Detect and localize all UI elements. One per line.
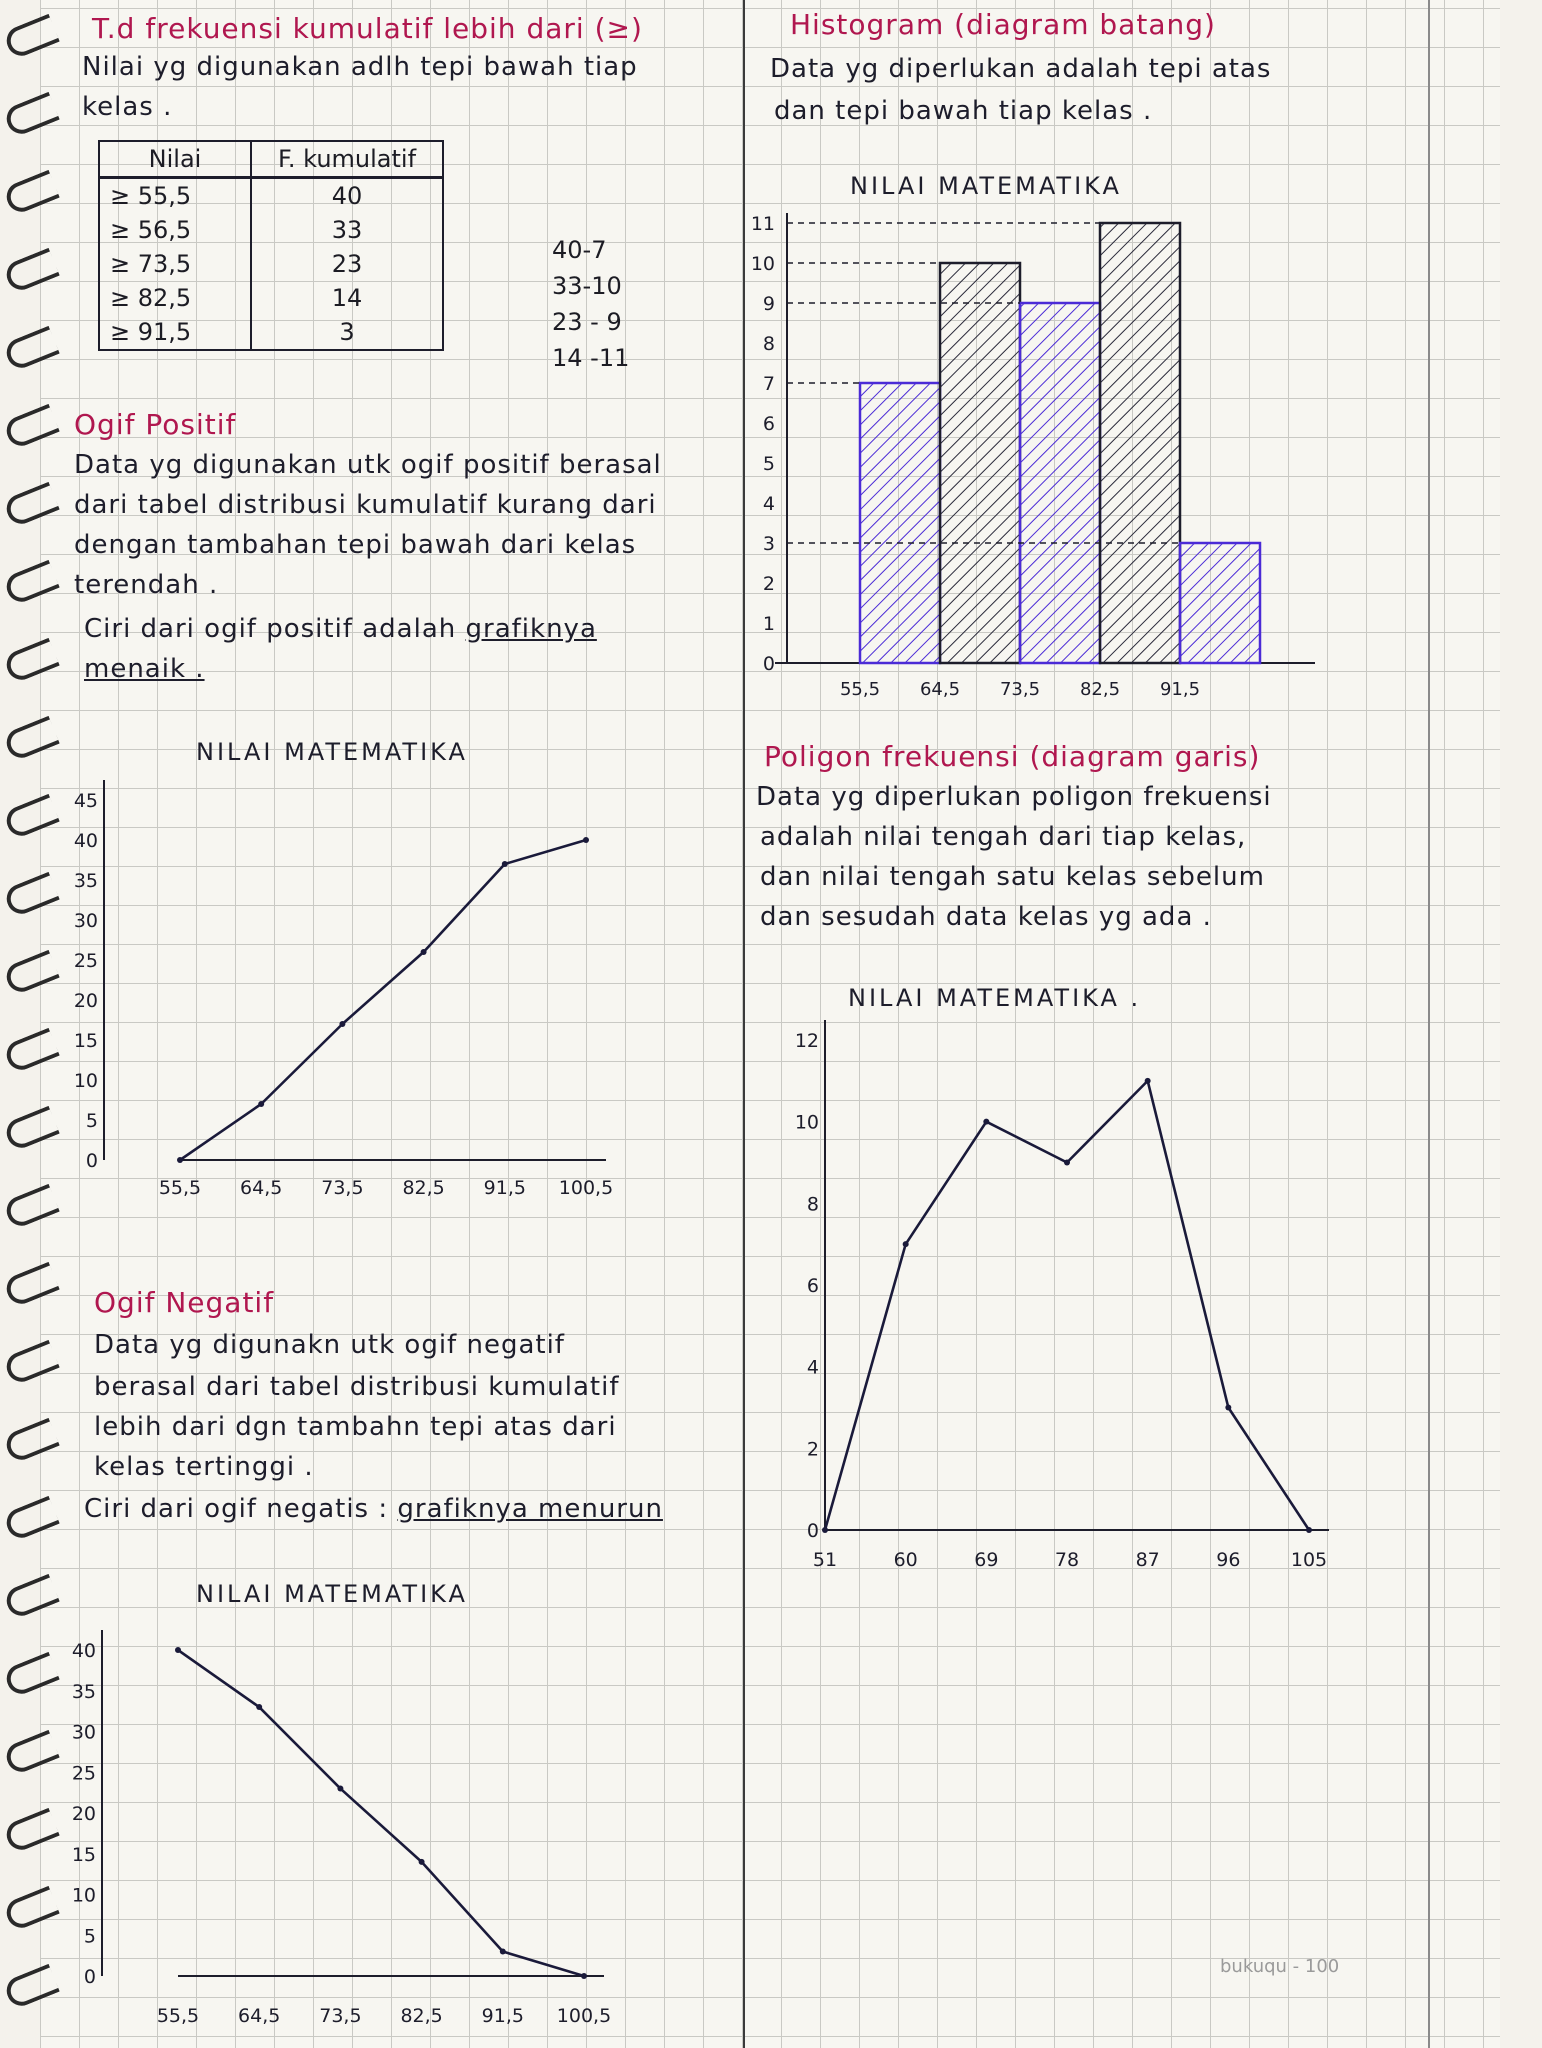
data-point bbox=[983, 1119, 989, 1125]
data-point bbox=[339, 1021, 345, 1027]
y-tick-label: 0 bbox=[806, 1520, 819, 1542]
histogram-chart-title: NILAI MATEMATIKA bbox=[850, 172, 1122, 200]
x-tick-label: 91,5 bbox=[1159, 679, 1201, 700]
y-tick-label: 40 bbox=[73, 830, 98, 852]
table-cell: ≥ 55,5 bbox=[99, 178, 251, 214]
y-tick-label: 6 bbox=[762, 413, 775, 435]
table-cell: ≥ 73,5 bbox=[99, 247, 251, 281]
ogif-positif-line-3: dengan tambahan tepi bawah dari kelas bbox=[74, 530, 637, 560]
x-tick-label: 64,5 bbox=[240, 1177, 283, 1199]
histogram-bar bbox=[1180, 543, 1260, 663]
x-tick-label: 82,5 bbox=[1079, 679, 1121, 700]
spiral-ring bbox=[2, 560, 60, 607]
poligon-line-1: Data yg diperlukan poligon frekuensi bbox=[756, 782, 1272, 812]
x-tick-label: 55,5 bbox=[839, 679, 881, 700]
ogif-negatif-chart-title: NILAI MATEMATIKA bbox=[196, 1580, 468, 1608]
table-cell: 40 bbox=[251, 178, 443, 214]
y-tick-label: 7 bbox=[762, 373, 775, 395]
y-tick-label: 4 bbox=[806, 1356, 819, 1379]
table-cell: 14 bbox=[251, 281, 443, 315]
ciri-text: Ciri dari ogif negatis : bbox=[84, 1494, 398, 1524]
y-tick-label: 1 bbox=[762, 613, 775, 635]
y-tick-label: 25 bbox=[73, 950, 98, 972]
y-tick-label: 15 bbox=[73, 1030, 98, 1052]
x-tick-label: 69 bbox=[974, 1549, 999, 1571]
table-cell: 23 bbox=[251, 247, 443, 281]
x-tick-label: 73,5 bbox=[319, 2005, 362, 2027]
ogif-negatif-heading: Ogif Negatif bbox=[94, 1286, 275, 1319]
y-tick-label: 5 bbox=[83, 1925, 96, 1948]
y-tick-label: 35 bbox=[71, 1680, 96, 1703]
series-line bbox=[178, 1650, 584, 1976]
spiral-ring bbox=[2, 14, 60, 61]
ogif-negatif-chart bbox=[0, 1600, 740, 2040]
spiral-ring bbox=[2, 248, 60, 295]
x-tick-label: 60 bbox=[893, 1549, 918, 1571]
table-cell: ≥ 56,5 bbox=[99, 213, 251, 247]
y-tick-label: 10 bbox=[73, 1070, 98, 1092]
y-tick-label: 30 bbox=[73, 910, 98, 932]
ogif-negatif-ciri bbox=[84, 1494, 663, 1524]
data-point bbox=[583, 837, 589, 843]
y-tick-label: 45 bbox=[73, 790, 98, 812]
y-tick-label: 2 bbox=[806, 1438, 819, 1461]
ogif-positif-chart bbox=[0, 760, 740, 1220]
histogram-line-2: dan tepi bawah tiap kelas . bbox=[774, 96, 1153, 126]
table-row bbox=[99, 247, 443, 281]
x-tick-label: 73,5 bbox=[321, 1177, 364, 1199]
y-tick-label: 25 bbox=[71, 1762, 96, 1785]
spiral-ring bbox=[2, 716, 60, 763]
data-point bbox=[903, 1241, 909, 1247]
y-tick-label: 0 bbox=[85, 1150, 98, 1172]
y-tick-label: 10 bbox=[794, 1111, 819, 1134]
histogram-bar bbox=[1020, 303, 1100, 663]
ogif-positif-ciri-line-2: menaik . bbox=[84, 654, 205, 684]
x-tick-label: 100,5 bbox=[558, 1177, 614, 1199]
spiral-ring bbox=[2, 1262, 60, 1309]
data-point bbox=[581, 1973, 587, 1979]
x-tick-label: 91,5 bbox=[483, 1177, 526, 1199]
table-header-row bbox=[99, 141, 443, 178]
y-tick-label: 11 bbox=[750, 213, 775, 235]
y-tick-label: 30 bbox=[71, 1721, 96, 1744]
poligon-chart-title: NILAI MATEMATIKA . bbox=[848, 984, 1142, 1012]
ogif-positif-heading: Ogif Positif bbox=[74, 408, 237, 441]
y-tick-label: 5 bbox=[762, 453, 775, 475]
spiral-ring bbox=[2, 1340, 60, 1387]
poligon-line-2: adalah nilai tengah dari tiap kelas, bbox=[760, 822, 1247, 852]
y-tick-label: 2 bbox=[762, 573, 775, 595]
data-point bbox=[1145, 1078, 1151, 1084]
series-line bbox=[180, 840, 586, 1160]
series-line bbox=[825, 1081, 1309, 1530]
y-tick-label: 3 bbox=[762, 533, 775, 555]
histogram-bar bbox=[860, 383, 940, 663]
poligon-line-4: dan sesudah data kelas yg ada . bbox=[760, 902, 1212, 932]
page-edge-line bbox=[1428, 0, 1430, 2048]
y-tick-label: 9 bbox=[762, 293, 775, 315]
data-point bbox=[822, 1527, 828, 1533]
ogif-negatif-line-4: kelas tertinggi . bbox=[94, 1452, 314, 1482]
data-point bbox=[256, 1704, 262, 1710]
histogram-chart bbox=[745, 200, 1425, 700]
y-tick-label: 12 bbox=[794, 1030, 819, 1052]
spiral-ring bbox=[2, 404, 60, 451]
table-row bbox=[99, 315, 443, 350]
spiral-ring bbox=[2, 92, 60, 139]
x-tick-label: 64,5 bbox=[919, 679, 961, 700]
x-tick-label: 55,5 bbox=[158, 1177, 202, 1199]
histogram-bar bbox=[940, 263, 1020, 663]
histogram-line-1: Data yg diperlukan adalah tepi atas bbox=[770, 54, 1272, 84]
x-tick-label: 55,5 bbox=[156, 2005, 200, 2027]
x-tick-label: 64,5 bbox=[238, 2005, 281, 2027]
data-point bbox=[175, 1647, 181, 1653]
ogif-negatif-line-1: Data yg digunakn utk ogif negatif bbox=[94, 1330, 565, 1360]
y-tick-label: 35 bbox=[73, 870, 98, 892]
ogif-negatif-line-3: lebih dari dgn tambahn tepi atas dari bbox=[94, 1412, 617, 1442]
y-tick-label: 40 bbox=[71, 1640, 96, 1662]
histogram-bar bbox=[1100, 223, 1180, 663]
poligon-chart bbox=[745, 1010, 1425, 1590]
calc-line: 14 -11 bbox=[552, 344, 630, 372]
spiral-ring bbox=[2, 170, 60, 217]
poligon-heading: Poligon frekuensi (diagram garis) bbox=[764, 740, 1261, 773]
y-tick-label: 4 bbox=[762, 493, 775, 515]
x-tick-label: 87 bbox=[1135, 1549, 1160, 1571]
ciri-emphasis: grafiknya bbox=[465, 614, 597, 644]
calc-line: 23 - 9 bbox=[552, 308, 622, 336]
y-tick-label: 15 bbox=[71, 1843, 96, 1866]
spiral-ring bbox=[2, 482, 60, 529]
y-tick-label: 0 bbox=[762, 653, 775, 675]
data-point bbox=[421, 949, 427, 955]
table-row bbox=[99, 281, 443, 315]
data-point bbox=[1064, 1160, 1070, 1166]
table-header-nilai: Nilai bbox=[99, 141, 251, 178]
ogif-negatif-line-2: berasal dari tabel distribusi kumulatif bbox=[94, 1372, 620, 1402]
x-tick-label: 91,5 bbox=[481, 2005, 524, 2027]
y-tick-label: 8 bbox=[762, 333, 775, 355]
data-point bbox=[177, 1157, 183, 1163]
ogif-positif-line-2: dari tabel distribusi kumulatif kurang dari bbox=[74, 490, 657, 520]
cumulative-table bbox=[98, 140, 444, 351]
x-tick-label: 78 bbox=[1054, 1549, 1080, 1571]
ogif-positif-ciri-line-1 bbox=[84, 614, 597, 644]
data-point bbox=[419, 1859, 425, 1865]
y-tick-label: 20 bbox=[73, 990, 98, 1012]
table-cell: 33 bbox=[251, 213, 443, 247]
spiral-ring bbox=[2, 326, 60, 373]
x-tick-label: 82,5 bbox=[402, 1177, 445, 1199]
spiral-ring bbox=[2, 638, 60, 685]
spiral-ring bbox=[2, 1418, 60, 1465]
y-tick-label: 6 bbox=[806, 1275, 819, 1297]
y-tick-label: 10 bbox=[750, 253, 775, 275]
ciri-text: Ciri dari ogif positif adalah bbox=[84, 614, 466, 644]
y-tick-label: 10 bbox=[71, 1884, 96, 1907]
data-point bbox=[1225, 1405, 1231, 1411]
x-tick-label: 105 bbox=[1290, 1549, 1328, 1571]
ogif-positif-line-4: terendah . bbox=[74, 570, 219, 600]
x-tick-label: 100,5 bbox=[556, 2005, 612, 2027]
data-point bbox=[502, 861, 508, 867]
table-header-fkumulatif: F. kumulatif bbox=[251, 141, 443, 178]
ogif-positif-chart-title: NILAI MATEMATIKA bbox=[196, 738, 468, 766]
intro-line-1: Nilai yg digunakan adlh tepi bawah tiap bbox=[82, 52, 638, 82]
calc-line: 33-10 bbox=[552, 272, 622, 300]
table-cell: 3 bbox=[251, 315, 443, 350]
x-tick-label: 51 bbox=[812, 1549, 838, 1571]
table-row bbox=[99, 213, 443, 247]
x-tick-label: 96 bbox=[1216, 1549, 1241, 1571]
y-tick-label: 0 bbox=[83, 1966, 96, 1988]
ciri-emphasis: grafiknya menurun bbox=[397, 1494, 663, 1524]
table-row bbox=[99, 178, 443, 214]
y-tick-label: 5 bbox=[85, 1110, 98, 1132]
data-point bbox=[337, 1786, 343, 1792]
y-tick-label: 8 bbox=[806, 1193, 819, 1216]
histogram-heading: Histogram (diagram batang) bbox=[790, 8, 1216, 41]
x-tick-label: 73,5 bbox=[999, 679, 1041, 700]
x-tick-label: 82,5 bbox=[400, 2005, 443, 2027]
ogif-positif-line-1: Data yg digunakan utk ogif positif berasal bbox=[74, 450, 662, 480]
data-point bbox=[258, 1101, 264, 1107]
cumulative-heading: T.d frekuensi kumulatif lebih dari (≥) bbox=[92, 12, 643, 45]
table-cell: ≥ 91,5 bbox=[99, 315, 251, 350]
spiral-ring bbox=[2, 1496, 60, 1543]
data-point bbox=[500, 1949, 506, 1955]
data-point bbox=[1306, 1527, 1312, 1533]
poligon-line-3: dan nilai tengah satu kelas sebelum bbox=[760, 862, 1265, 892]
watermark: bukuqu - 100 bbox=[1220, 1956, 1340, 1977]
intro-line-2: kelas . bbox=[82, 92, 173, 122]
calc-line: 40-7 bbox=[552, 236, 607, 264]
table-cell: ≥ 82,5 bbox=[99, 281, 251, 315]
y-tick-label: 20 bbox=[71, 1803, 96, 1825]
